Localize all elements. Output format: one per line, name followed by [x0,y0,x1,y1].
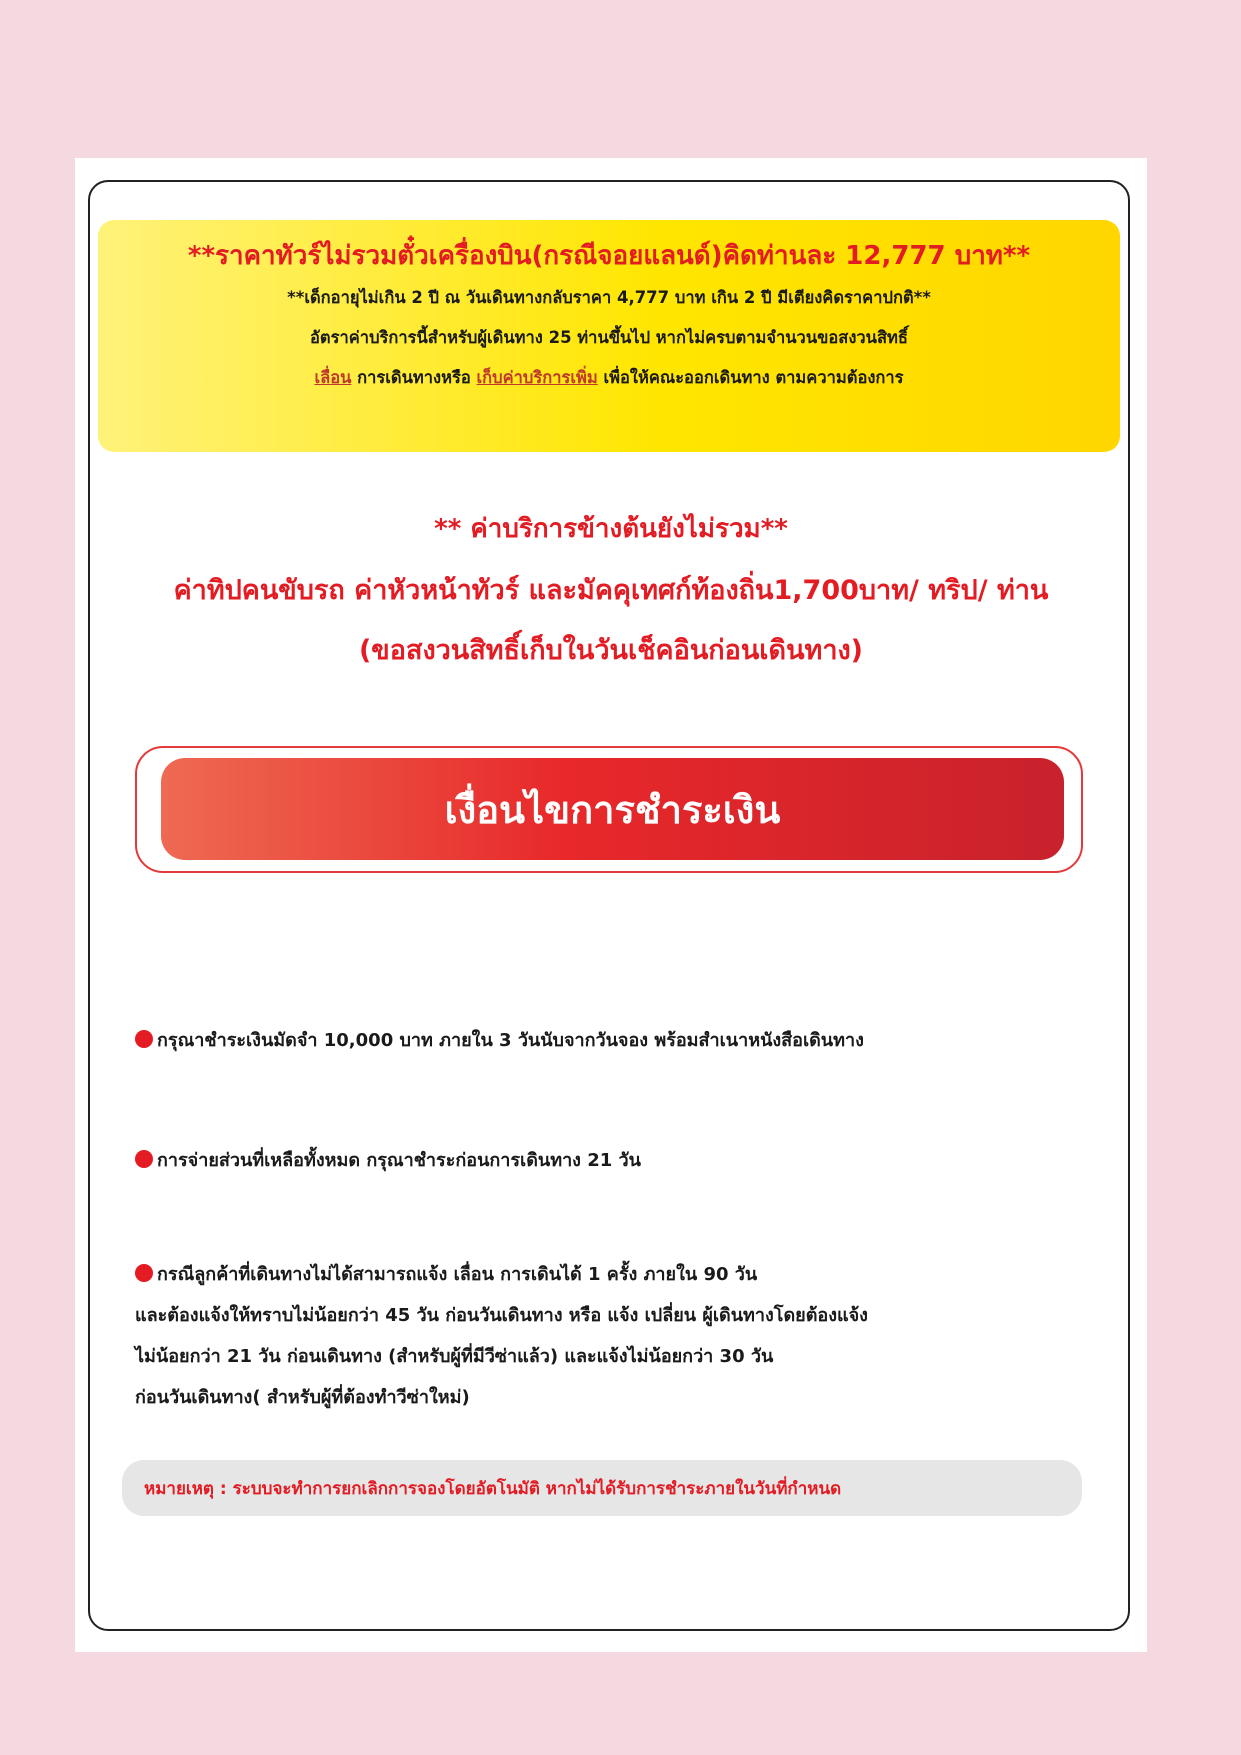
price-info-box [98,220,1120,452]
payment-conditions-banner: เงื่อนไขการชำระเงิน [161,758,1064,860]
condition-text: ไม่น้อยกว่า 21 วัน ก่อนเดินทาง (สำหรับผู้ที่มีวีซ่าแล้ว) และแจ้งไม่น้อยกว่า 30 วัน [135,1346,774,1367]
condition-item-postpone [135,1254,1085,1418]
condition-text: กรุณาชำระเงินมัดจำ 10,000 บาท ภายใน 3 วันนับจากวันจอง พร้อมสำเนาหนังสือเดินทาง [157,1030,864,1051]
bullet-icon [135,1150,153,1168]
condition-text: ก่อนวันเดินทาง( สำหรับผู้ที่ต้องทำวีซ่าใหม่) [135,1387,470,1408]
tip-fee-note: (ขอสงวนสิทธิ์เก็บในวันเช็คอินก่อนเดินทาง) [358,635,864,666]
reserve-rights-text-b: เพื่อให้คณะออกเดินทาง ตามความต้องการ [597,368,904,387]
condition-item-deposit [135,1026,1085,1056]
condition-text: กรณีลูกค้าที่เดินทางไม่ได้สามารถแจ้ง เลื่อน การเดินได้ 1 ครั้ง ภายใน 90 วัน [157,1264,758,1285]
postpone-text: เลื่อน [314,368,352,387]
price-title: **ราคาทัวร์ไม่รวมตั๋วเครื่องบิน(กรณีจอยแลนด์)คิดท่านละ 12,777 บาท** [187,241,1031,271]
bullet-icon [135,1264,153,1282]
child-price-line: **เด็กอายุไม่เกิน 2 ปี ณ วันเดินทางกลับราคา 4,777 บาท เกิน 2 ปี มีเตียงคิดราคาปกติ** [287,288,931,307]
document-sheet [75,158,1147,1652]
condition-text: และต้องแจ้งให้ทราบไม่น้อยกว่า 45 วัน ก่อนวันเดินทาง หรือ แจ้ง เปลี่ยน ผู้เดินทางโดยต้องแจ้ง [135,1305,868,1326]
condition-text: การจ่ายส่วนที่เหลือทั้งหมด กรุณาชำระก่อนการเดินทาง 21 วัน [157,1150,641,1171]
reserve-rights-line [98,358,1120,398]
reserve-rights-text-a: การเดินทางหรือ [351,368,477,387]
cancellation-note: หมายเหตุ : ระบบจะทำการยกเลิกการจองโดยอัตโนมัติ หากไม่ได้รับการชำระภายในวันที่กำหนด [122,1460,1082,1516]
not-included-heading: ** ค่าบริการข้างต้นยังไม่รวม** [434,514,788,544]
extra-charge-text: เก็บค่าบริการเพิ่ม [476,368,598,387]
condition-item-balance [135,1146,1085,1176]
min-travelers-line: อัตราค่าบริการนี้สำหรับผู้เดินทาง 25 ท่านขึ้นไป หากไม่ครบตามจำนวนขอสงวนสิทธิ์ [310,328,908,347]
tip-fee-line: ค่าทิปคนขับรถ ค่าหัวหน้าทัวร์ และมัคคุเทศก์ท้องถิ่น1,700บาท/ ทริป/ ท่าน [173,575,1049,606]
bullet-icon [135,1030,153,1048]
